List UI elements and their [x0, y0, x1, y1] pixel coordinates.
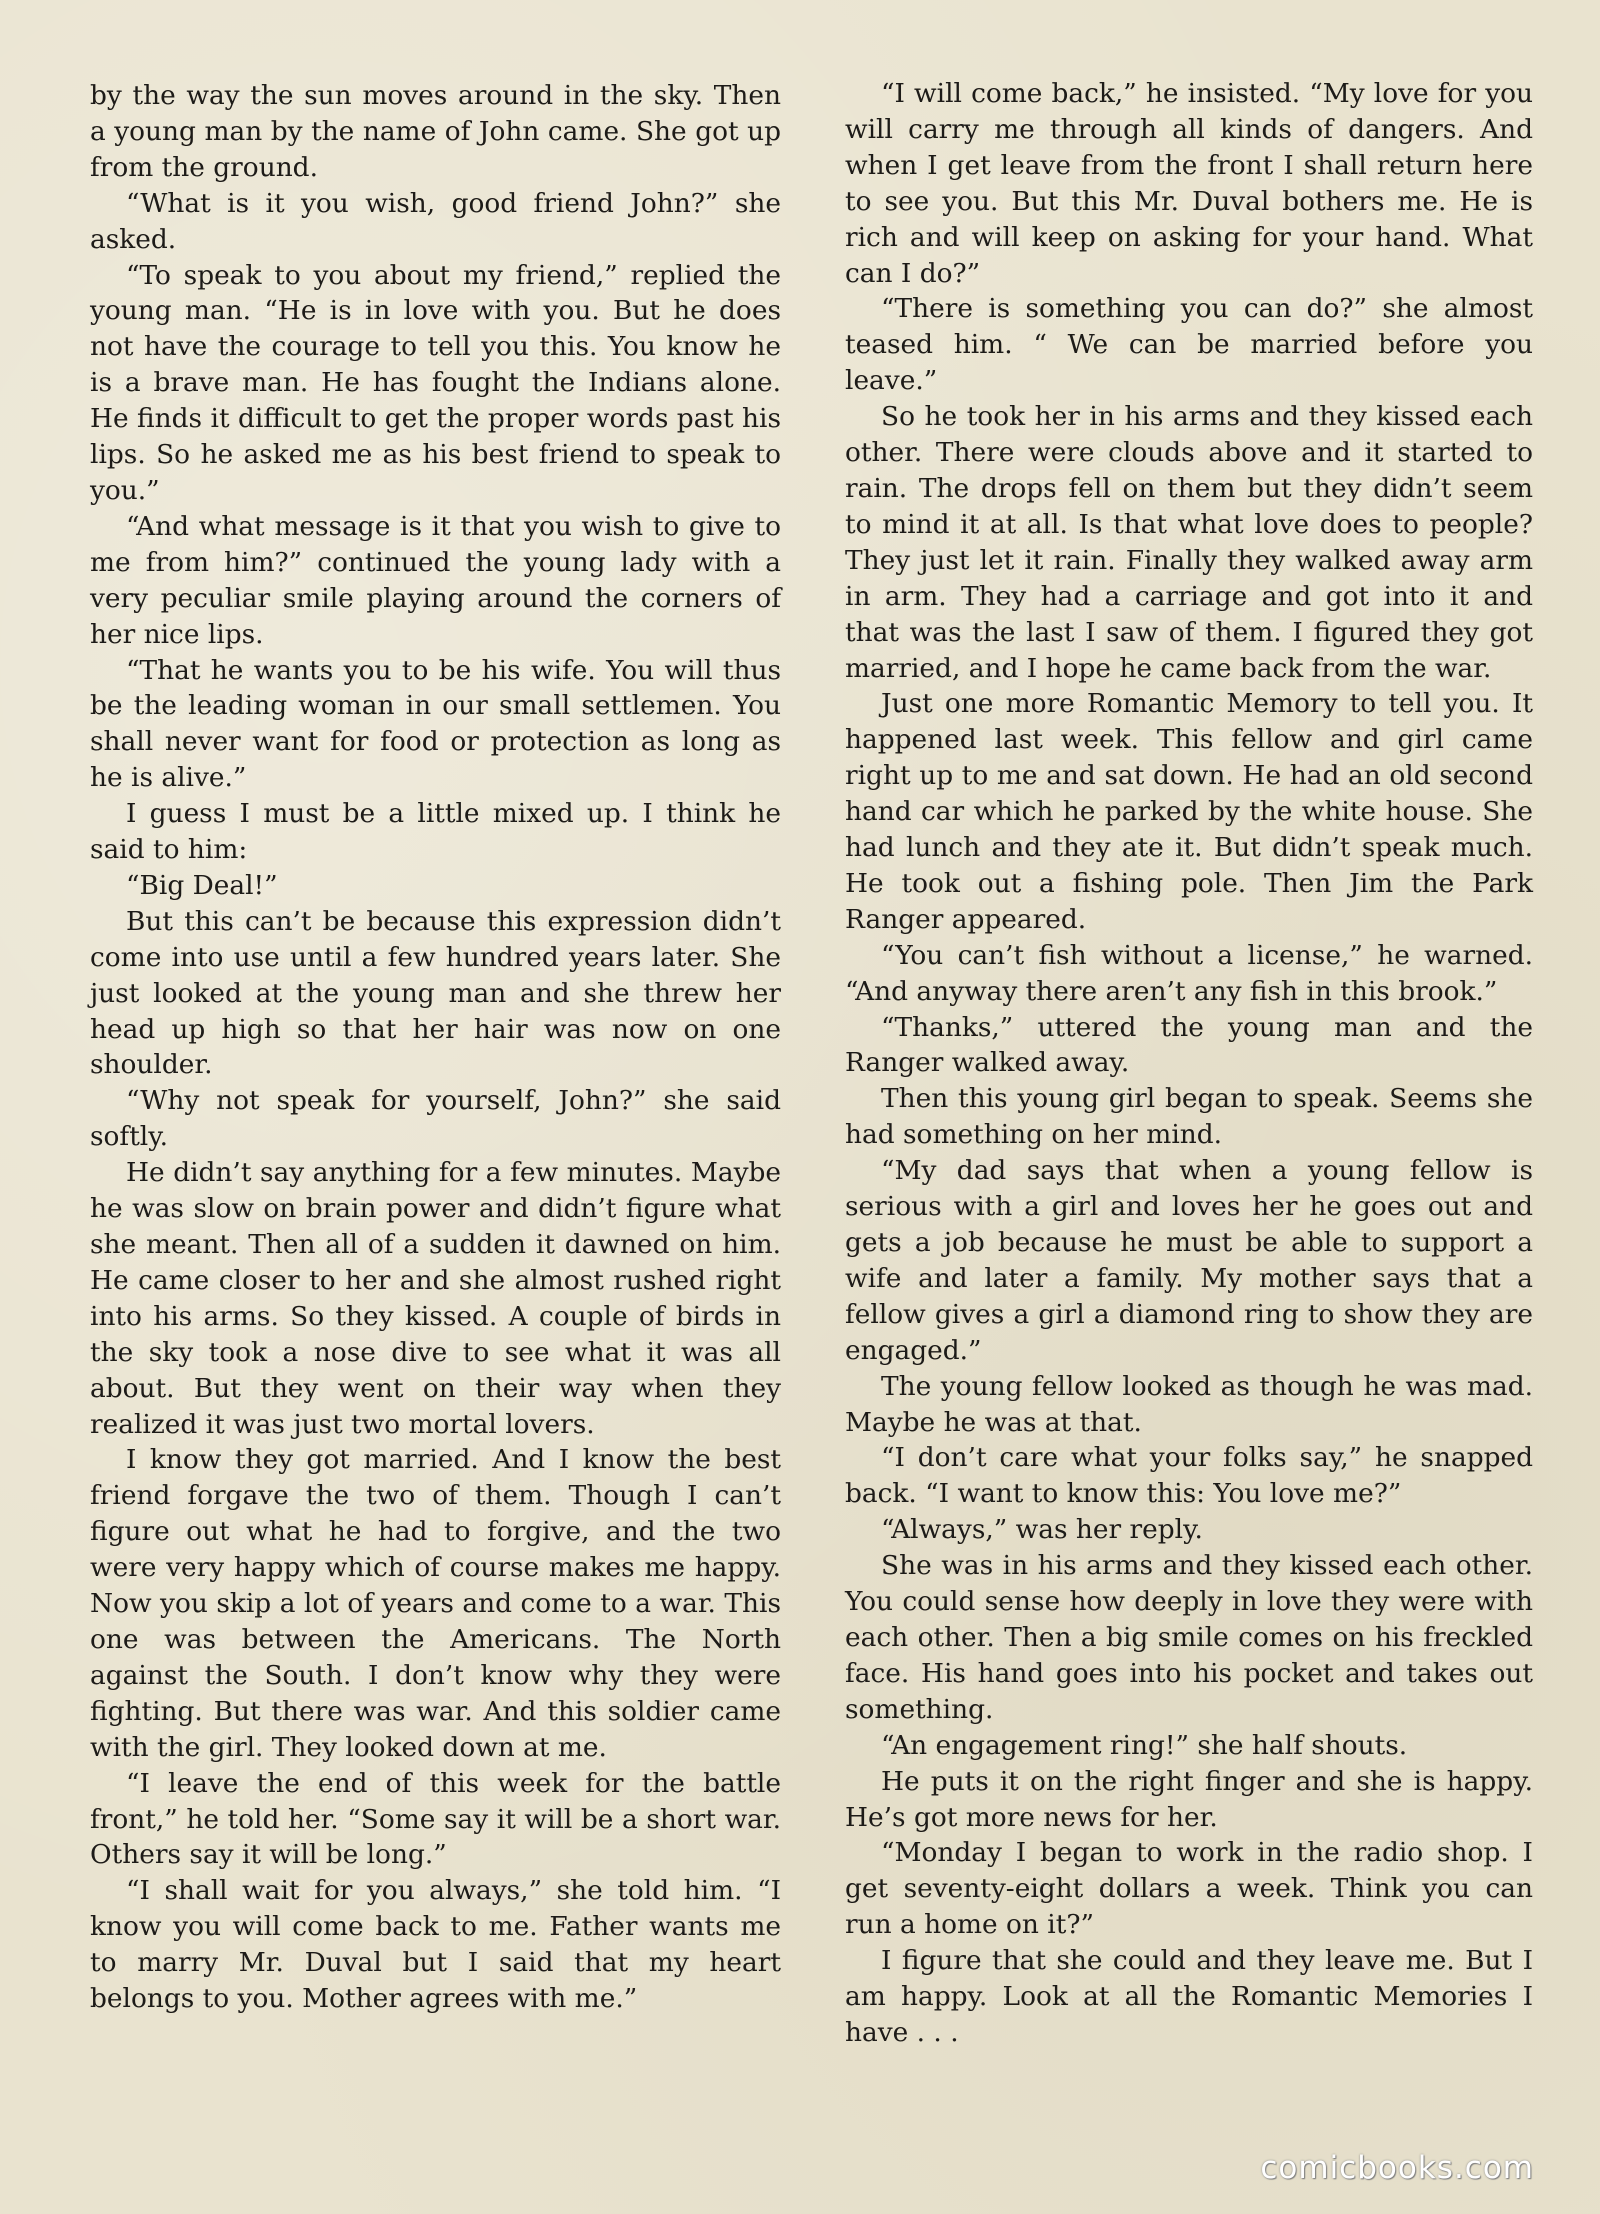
paragraph: “And what message is it that you wish to give to me from him?” continued the young lady with a very peculiar smile playing around the corners of her nice lips.	[90, 510, 781, 650]
paragraph: “To speak to you about my friend,” replied the young man. “He is in love with you. But he does not have the courage to tell you this. You know he is a brave man. He has fought the Indians alone. He finds it difficult to get the proper words past his lips. So he asked me as his best friend to speak to you.”	[90, 259, 781, 506]
paragraph: I figure that she could and they leave me. But I am happy. Look at all the Romantic Memories I have . . .	[845, 1945, 1533, 2048]
paragraph: So he took her in his arms and they kissed each other. There were clouds above and it started to rain. The drops fell on them but they didn’t seem to mind it at all. Is that what love does to people? They just let it rain. Finally they walked away arm in arm. They had a carriage and got into it and that was the last I saw of them. I figured they got married, and I hope he came back from the war.	[845, 401, 1533, 684]
right-column	[845, 76, 1533, 2051]
paragraph: Then this young girl began to speak. Seems she had something on her mind.	[845, 1083, 1533, 1151]
paragraph: “Always,” was her reply.	[881, 1514, 1203, 1546]
paragraph: “I will come back,” he insisted. “My love for you will carry me through all kinds of dangers. And when I get leave from the front I shall return here to see you. But this Mr. Duval bothers me. He is rich and will keep on asking for your hand. What can I do?”	[845, 78, 1533, 289]
paragraph: “You can’t fish without a license,” he warned. “And anyway there aren’t any fish in this brook.”	[845, 939, 1533, 1007]
paragraph: But this can’t be because this expression didn’t come into use until a few hundred years later. She just looked at the young man and she threw her head up high so that her hair was now on one shoulder.	[90, 905, 781, 1081]
paragraph: “My dad says that when a young fellow is serious with a girl and loves her he goes out and gets a job because he must be able to support a wife and later a family. My mother says that a fellow gives a girl a diamond ring to show they are engaged.”	[845, 1155, 1533, 1366]
paragraph: Just one more Romantic Memory to tell you. It happened last week. This fellow and girl came right up to me and sat down. He had an old second hand car which he parked by the white house. She had lunch and they ate it. But didn’t speak much. He took out a fishing pole. Then Jim the Park Ranger appeared.	[845, 688, 1533, 935]
paragraph: by the way the sun moves around in the sky. Then a young man by the name of John came. She got up from the ground.	[90, 80, 781, 183]
paragraph: He didn’t say anything for a few minutes. Maybe he was slow on brain power and didn’t figure what she meant. Then all of a sudden it dawned on him. He came closer to her and she almost rushed right into his arms. So they kissed. A couple of birds in the sky took a nose dive to see what it was all about. But they went on their way when they realized it was just two mortal lovers.	[90, 1157, 781, 1440]
paragraph: He puts it on the right finger and she is happy. He’s got more news for her.	[845, 1765, 1533, 1833]
paragraph: “I shall wait for you always,” she told him. “I know you will come back to me. Father wants me to marry Mr. Duval but I said that my heart belongs to you. Mother agrees with me.”	[90, 1875, 781, 2015]
paragraph: “I don’t care what your folks say,” he snapped back. “I want to know this: You love me?”	[845, 1442, 1533, 1510]
paragraph: “I leave the end of this week for the battle front,” he told her. “Some say it will be a short war. Others say it will be long.”	[90, 1767, 781, 1871]
watermark: comicbooks.com	[1260, 2150, 1534, 2186]
paragraph: “Why not speak for yourself, John?” she said softly.	[90, 1085, 781, 1153]
paragraph: I guess I must be a little mixed up. I think he said to him:	[90, 798, 781, 866]
paragraph: I know they got married. And I know the best friend forgave the two of them. Though I can’t figure out what he had to forgive, and the two were very happy which of course makes me happy. Now you skip a lot of years and come to a war. This one was between the Americans. The North against the South. I don’t know why they were fighting. But there was war. And this soldier came with the girl. They looked down at me.	[90, 1444, 781, 1763]
paragraph: “What is it you wish, good friend John?” she asked.	[90, 187, 781, 255]
paragraph: The young fellow looked as though he was mad. Maybe he was at that.	[845, 1370, 1533, 1438]
paragraph: “There is something you can do?” she almost teased him. “ We can be married before you leave.”	[845, 293, 1533, 397]
paragraph: She was in his arms and they kissed each other. You could sense how deeply in love they were with each other. Then a big smile comes on his freckled face. His hand goes into his pocket and takes out something.	[845, 1550, 1533, 1725]
paragraph: “An engagement ring!” she half shouts.	[881, 1729, 1408, 1761]
paragraph: “That he wants you to be his wife. You will thus be the leading woman in our small settlemen. You shall never want for food or protection as long as he is alive.”	[90, 654, 781, 794]
paragraph: “Big Deal!”	[126, 869, 278, 901]
paragraph: “Monday I began to work in the radio shop. I get seventy-eight dollars a week. Think you can run a home on it?”	[845, 1837, 1533, 1941]
left-column	[90, 78, 781, 2017]
paragraph: “Thanks,” uttered the young man and the Ranger walked away.	[845, 1011, 1533, 1079]
